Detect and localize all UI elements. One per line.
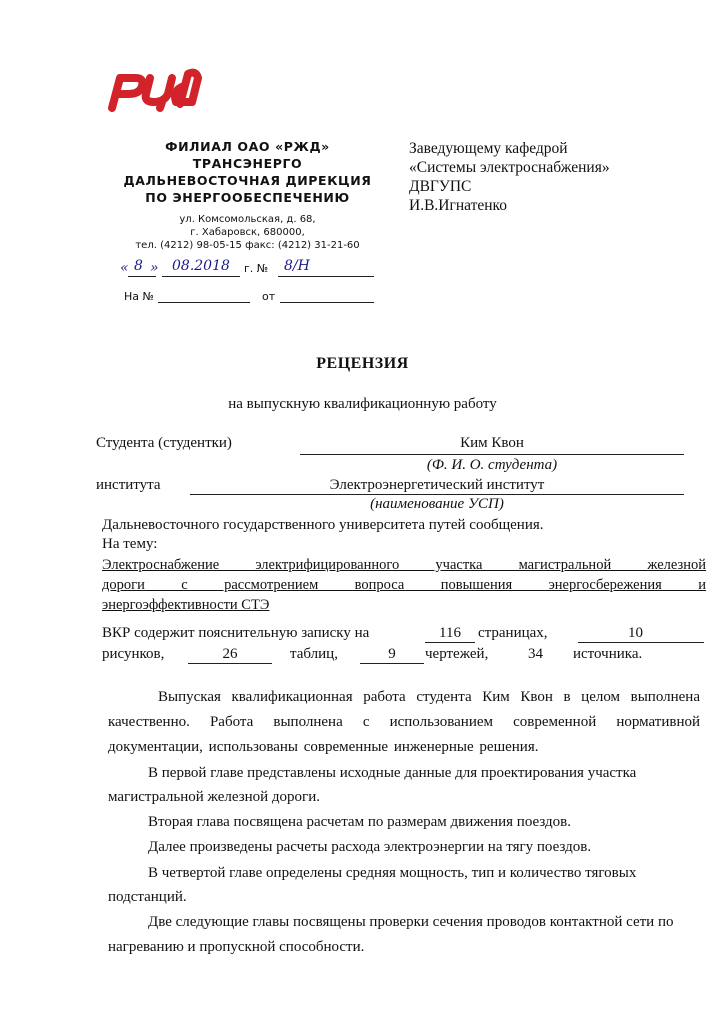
doc-number: 8/Н	[284, 258, 310, 274]
org-line-1: ФИЛИАЛ ОАО «РЖД»	[165, 139, 330, 154]
student-hint: (Ф. И. О. студента)	[426, 457, 558, 473]
org-line-4: ПО ЭНЕРГООБЕСПЕЧЕНИЮ	[145, 190, 350, 205]
drawings-count: 9	[388, 646, 396, 662]
sources-label: источника.	[573, 646, 643, 662]
body-paragraph-6: Две следующие главы посвящены проверки сечения проводов контактной сети по нагреванию и пропускной способности.	[108, 914, 674, 955]
tables-count: 26	[222, 646, 238, 662]
org-line-3: ДАЛЬНЕВОСТОЧНАЯ ДИРЕКЦИЯ	[123, 173, 372, 188]
body-paragraph-3: Вторая глава посвящена расчетам по размерам движения поездов.	[148, 814, 571, 830]
drawings-label: чертежей,	[425, 646, 489, 662]
student-name: Ким Квон	[460, 435, 524, 451]
address-line-3: тел. (4212) 98-05-15 факс: (4212) 31-21-60	[135, 240, 360, 251]
rzd-logo-graphic	[98, 64, 208, 112]
addressee-line-2: «Системы электроснабжения»	[409, 159, 610, 176]
document-title: РЕЦЕНЗИЯ	[316, 355, 409, 372]
body-paragraph-4: Далее произведены расчеты расхода электроэнергии на тягу поездов.	[148, 839, 592, 855]
body-paragraph-5: В четвертой главе определены средняя мощность, тип и количество тяговых подстанций.	[108, 865, 637, 905]
figures-label: рисунков,	[102, 646, 165, 662]
topic-label: На тему:	[102, 536, 158, 552]
student-label: Студента (студентки)	[96, 435, 232, 451]
addressee-line-1: Заведующему кафедрой	[409, 140, 568, 157]
date-day: 8	[134, 258, 143, 274]
body-paragraph-1: Выпуская квалификационная работа студента Ким Квон в целом выполнена качественно. Работа выполнена с использованием современной нормативной документации, использованы современные инженерные решения.	[108, 689, 700, 755]
ref-from-label: от	[262, 290, 276, 303]
tables-label: таблиц,	[290, 646, 338, 662]
rzd-logo	[98, 64, 208, 112]
address-line-1: ул. Комсомольская, д. 68,	[179, 214, 316, 225]
date-suffix-label: г. №	[244, 262, 269, 275]
outgoing-date-line	[120, 258, 380, 280]
pages-count: 116	[439, 625, 461, 641]
address-line-2: г. Хабаровск, 680000,	[190, 227, 305, 238]
reference-line	[120, 288, 380, 308]
document-subtitle: на выпускную квалификационную работу	[228, 396, 497, 412]
date-close-quote: »	[150, 260, 159, 276]
topic-line-1: Электроснабжение электрифицированного участка магистральной железной	[102, 557, 706, 573]
institute-label: института	[96, 477, 161, 493]
topic-line-2: дороги с рассмотрением вопроса повышения энергосбережения и	[102, 577, 706, 593]
sources-count: 34	[528, 646, 543, 662]
pages-label: страницах,	[478, 625, 548, 641]
org-line-2: ТРАНСЭНЕРГО	[192, 156, 303, 171]
stats-prefix: ВКР содержит пояснительную записку на	[102, 625, 370, 641]
date-month-year: 08.2018	[172, 258, 230, 274]
institute-hint: (наименование УСП)	[370, 496, 504, 512]
university-name: Дальневосточного государственного университета путей сообщения.	[102, 517, 544, 533]
figures-count: 10	[628, 625, 643, 641]
topic-line-3: энергоэффективности СТЭ	[102, 597, 270, 613]
addressee-line-3: ДВГУПС	[409, 178, 472, 195]
ref-label: На №	[124, 290, 154, 303]
institute-name: Электроэнергетический институт	[329, 477, 545, 493]
addressee-line-4: И.В.Игнатенко	[409, 197, 508, 214]
date-open-quote: «	[120, 260, 129, 276]
body-paragraph-2: В первой главе представлены исходные данные для проектирования участка магистральной железной дороги.	[108, 765, 637, 805]
